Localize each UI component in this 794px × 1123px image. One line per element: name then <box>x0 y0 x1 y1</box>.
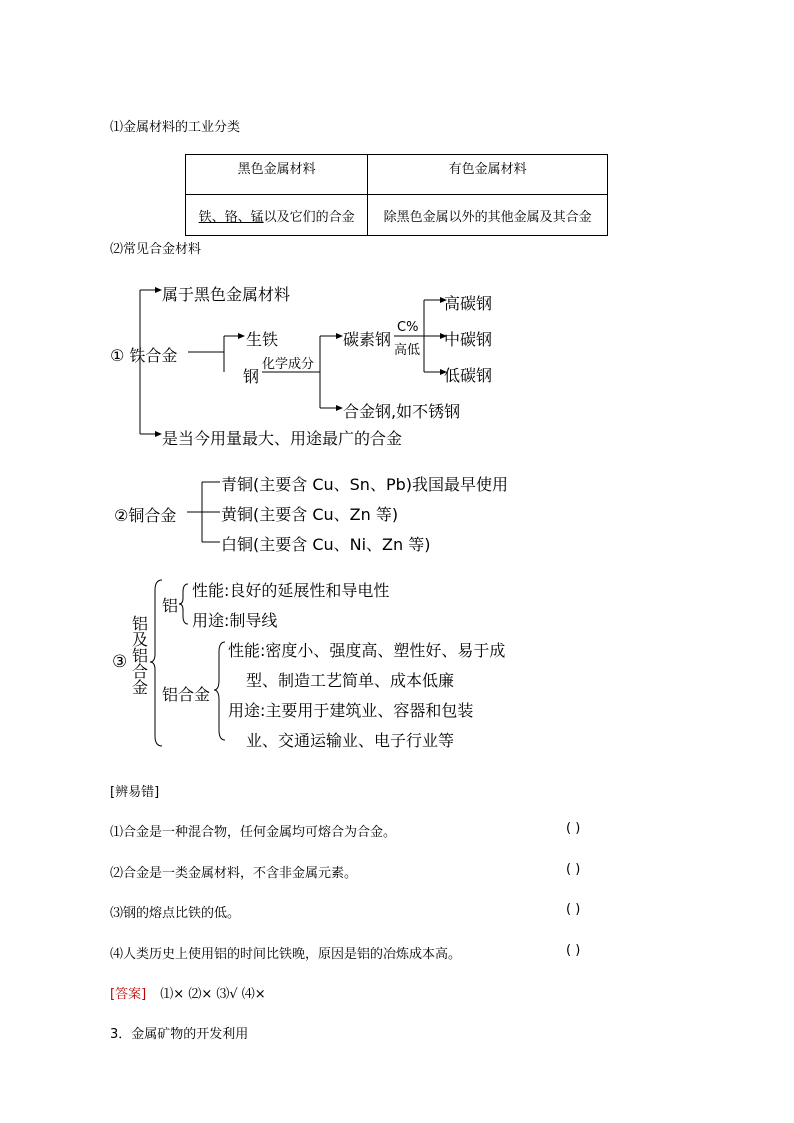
answer-blank-1[interactable]: ( ) <box>566 821 581 836</box>
low-carbon-steel: 低碳钢 <box>444 366 493 385</box>
alloy-property-line1: 性能:密度小、强度高、塑性好、易于成 <box>228 641 506 660</box>
by-composition: 化学成分 <box>262 357 315 372</box>
aluminum-property: 性能:良好的延展性和导电性 <box>192 581 390 600</box>
ferrous-rest: 以及它们的合金 <box>263 209 355 225</box>
answer-line <box>110 983 266 1002</box>
aluminum-use: 用途:制导线 <box>192 611 278 630</box>
aluminum-vertical-label <box>132 616 148 696</box>
carbon-percent: C% <box>397 320 419 335</box>
vert-char: 合 <box>132 662 149 681</box>
section1-heading: ⑴金属材料的工业分类 <box>110 120 241 135</box>
steel: 钢 <box>243 367 260 386</box>
answer-label: [答案] <box>110 987 147 1002</box>
mid-carbon-steel: 中碳钢 <box>444 330 493 349</box>
vert-char: 及 <box>132 630 149 649</box>
alloy-property-line2: 型、制造工艺简单、成本低廉 <box>246 671 455 690</box>
answer-blank-3[interactable]: ( ) <box>566 902 581 917</box>
header-ferrous: 黑色金属材料 <box>186 155 368 195</box>
iron-alloy-label: ① 铁合金 <box>110 346 178 365</box>
vert-char: 铝 <box>132 614 149 633</box>
section2-heading: ⑵常见合金材料 <box>110 242 202 257</box>
alloy-use-line1: 用途:主要用于建筑业、容器和包装 <box>228 701 474 720</box>
ferrous-metals: 铁、铬、锰 <box>198 209 264 225</box>
judge-heading: [辨易错] <box>110 785 160 800</box>
judge-item-3: ⑶钢的熔点比铁的低。 <box>110 906 241 921</box>
iron-alloy-usage: 是当今用量最大、用途最广的合金 <box>162 429 403 448</box>
alloy-steel: 合金钢,如不锈钢 <box>343 402 461 421</box>
judge-item-4: ⑷人类历史上使用铝的时间比铁晚，原因是铝的冶炼成本高。 <box>110 947 462 962</box>
aluminum-alloy-label: 铝合金 <box>162 685 211 704</box>
white-copper: 白铜(主要含 Cu、Ni、Zn 等) <box>221 535 431 554</box>
vert-char: 铝 <box>132 646 149 665</box>
high-low: 高低 <box>394 343 421 358</box>
vert-char: 金 <box>132 678 149 697</box>
aluminum-circle-number: ③ <box>112 652 128 672</box>
copper-alloy-label: ②铜合金 <box>114 506 177 525</box>
answer-blank-4[interactable]: ( ) <box>566 943 581 958</box>
answer-blank-2[interactable]: ( ) <box>566 862 581 877</box>
carbon-steel: 碳素钢 <box>343 330 392 349</box>
bronze: 青铜(主要含 Cu、Sn、Pb)我国最早使用 <box>221 475 508 494</box>
brass: 黄铜(主要含 Cu、Zn 等) <box>221 505 399 524</box>
answer-text: ⑴× ⑵× ⑶√ ⑷× <box>160 987 266 1002</box>
judge-item-2: ⑵合金是一类金属材料，不含非金属元素。 <box>110 866 358 881</box>
pig-iron: 生铁 <box>246 330 279 349</box>
judge-item-1: ⑴合金是一种混合物，任何金属均可熔合为合金。 <box>110 825 397 840</box>
header-nonferrous: 有色金属材料 <box>368 155 608 195</box>
high-carbon-steel: 高碳钢 <box>444 294 493 313</box>
ferrous-note: 属于黑色金属材料 <box>162 285 291 304</box>
cell-nonferrous: 除黑色金属以外的其他金属及其合金 <box>368 195 608 236</box>
aluminum-label: 铝 <box>162 596 179 615</box>
alloy-use-line2: 业、交通运输业、电子行业等 <box>246 731 455 750</box>
section3-heading: 3．金属矿物的开发利用 <box>110 1027 249 1042</box>
